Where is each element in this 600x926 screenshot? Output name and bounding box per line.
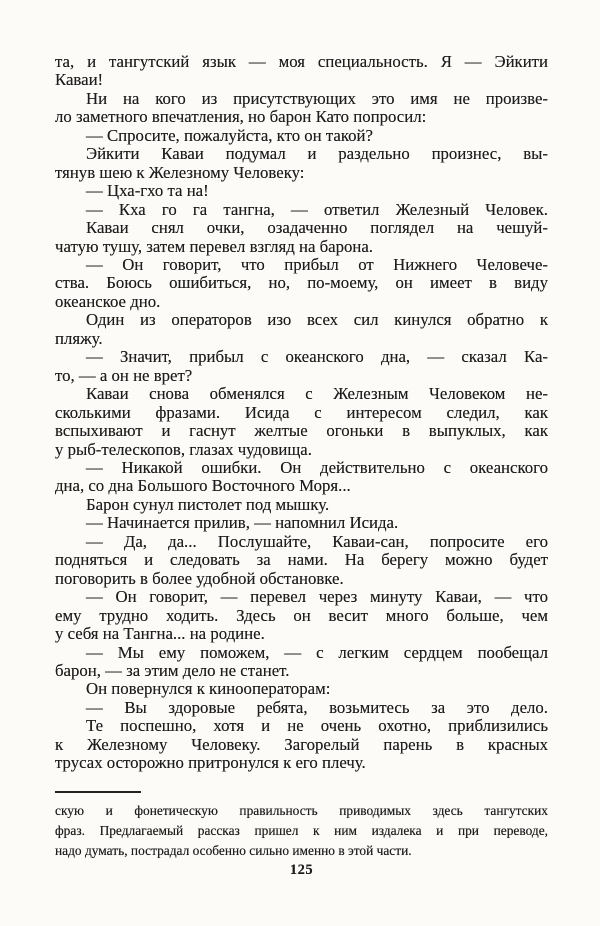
text-line: дна, со дна Большого Восточного Моря... xyxy=(55,476,351,496)
paragraph xyxy=(55,219,548,256)
paragraph xyxy=(55,311,548,348)
paragraph xyxy=(55,644,548,681)
text-line: поговорить в более удобной обстановке. xyxy=(55,568,344,588)
text-line: у рыб-телескопов, глазах чудовища. xyxy=(55,439,312,459)
paragraph xyxy=(55,90,548,127)
text-line: — Цха-гхо та на! xyxy=(86,181,209,201)
paragraph xyxy=(55,496,548,514)
text-line: — Значит, прибыл с океанского дна, — сказал Ка- xyxy=(86,347,548,367)
paragraph xyxy=(55,699,548,717)
paragraph xyxy=(55,717,548,772)
paragraph xyxy=(55,385,548,459)
text-line: фраз. Предлагаемый рассказ пришел к ним издалека и при переводе, xyxy=(55,822,548,838)
paragraph xyxy=(55,801,548,860)
text-line: — Он говорит, что прибыл от Нижнего Человече- xyxy=(86,254,548,274)
text-line: Каваи снял очки, озадаченно поглядел на чешуй- xyxy=(86,218,548,238)
text-line: подняться и следовать за нами. На берегу можно будет xyxy=(55,550,548,570)
text-line: Те поспешно, хотя и не очень охотно, приблизились xyxy=(86,716,548,736)
text-line: пляжу. xyxy=(55,328,103,348)
text-line: — Мы ему поможем, — с легким сердцем пообещал xyxy=(86,642,548,662)
text-line: — Кха го га тангна, — ответил Железный Человек. xyxy=(86,199,548,219)
text-line: — Спросите, пожалуйста, кто он такой? xyxy=(86,125,373,145)
text-line: — Никакой ошибки. Он действительно с океанского xyxy=(86,457,548,477)
paragraph xyxy=(55,127,548,145)
text-line: — Да, да... Послушайте, Каваи-сан, попросите его xyxy=(86,531,548,551)
text-line: скую и фонетическую правильность приводимых здесь тангутских xyxy=(55,803,548,818)
paragraph xyxy=(55,459,548,496)
text-line: Эйкити Каваи подумал и раздельно произнес, вы- xyxy=(86,144,548,164)
paragraph xyxy=(55,533,548,588)
paragraph xyxy=(55,201,548,219)
text-line: ему трудно ходить. Здесь он весит много больше, чем xyxy=(55,605,548,625)
paragraph xyxy=(55,588,548,643)
footnote xyxy=(55,801,548,860)
paragraph xyxy=(55,182,548,200)
text-line: то, — а он не врет? xyxy=(55,365,193,385)
text-line: океанское дно. xyxy=(55,291,161,311)
text-line: Он повернулся к кинооператорам: xyxy=(86,679,331,699)
text-line: надо думать, пострадал особенно сильно именно в этой части. xyxy=(55,842,412,858)
text-line: Каваи! xyxy=(55,70,104,90)
footnote-separator xyxy=(55,791,141,793)
text-line: Один из операторов изо всех сил кинулся обратно к xyxy=(86,310,548,330)
paragraph xyxy=(55,514,548,532)
text-line: к Железному Человеку. Загорелый парень в красных xyxy=(55,734,548,754)
text-line: Ни на кого из присутствующих это имя не произве- xyxy=(86,88,548,108)
text-line: у себя на Тангна... на родине. xyxy=(55,624,265,644)
text-line: ло заметного впечатления, но барон Като попросил: xyxy=(55,107,427,127)
text-line: сколькими фразами. Исида с интересом следил, как xyxy=(55,402,548,422)
paragraph xyxy=(55,348,548,385)
page-number: 125 xyxy=(289,862,314,878)
text-line: чатую тушу, затем перевел взгляд на барона. xyxy=(55,236,373,256)
text-line: — Начинается прилив, — напомнил Исида. xyxy=(86,513,399,533)
main-text xyxy=(55,53,548,773)
text-line: тянув шею к Железному Человеку: xyxy=(55,162,305,182)
text-line: та, и тангутский язык — моя специальность. Я — Эйкити xyxy=(55,52,548,71)
paragraph xyxy=(55,53,548,90)
text-line: ства. Боюсь ошибиться, но, по-моему, он имеет в виду xyxy=(55,273,548,293)
paragraph xyxy=(55,145,548,182)
paragraph xyxy=(55,680,548,698)
paragraph xyxy=(55,256,548,311)
text-line: — Вы здоровые ребята, возьмитесь за это дело. xyxy=(86,697,548,717)
text-line: Барон сунул пистолет под мышку. xyxy=(86,494,330,514)
text-line: вспыхивают и гаснут желтые огоньки в выпуклых, как xyxy=(55,421,548,441)
text-line: — Он говорит, — перевел через минуту Каваи, — что xyxy=(86,587,548,607)
text-line: барон, — за этим дело не станет. xyxy=(55,660,290,680)
text-line: Каваи снова обменялся с Железным Человеком не- xyxy=(86,384,548,404)
text-line: трусах осторожно притронулся к его плечу. xyxy=(55,753,366,773)
